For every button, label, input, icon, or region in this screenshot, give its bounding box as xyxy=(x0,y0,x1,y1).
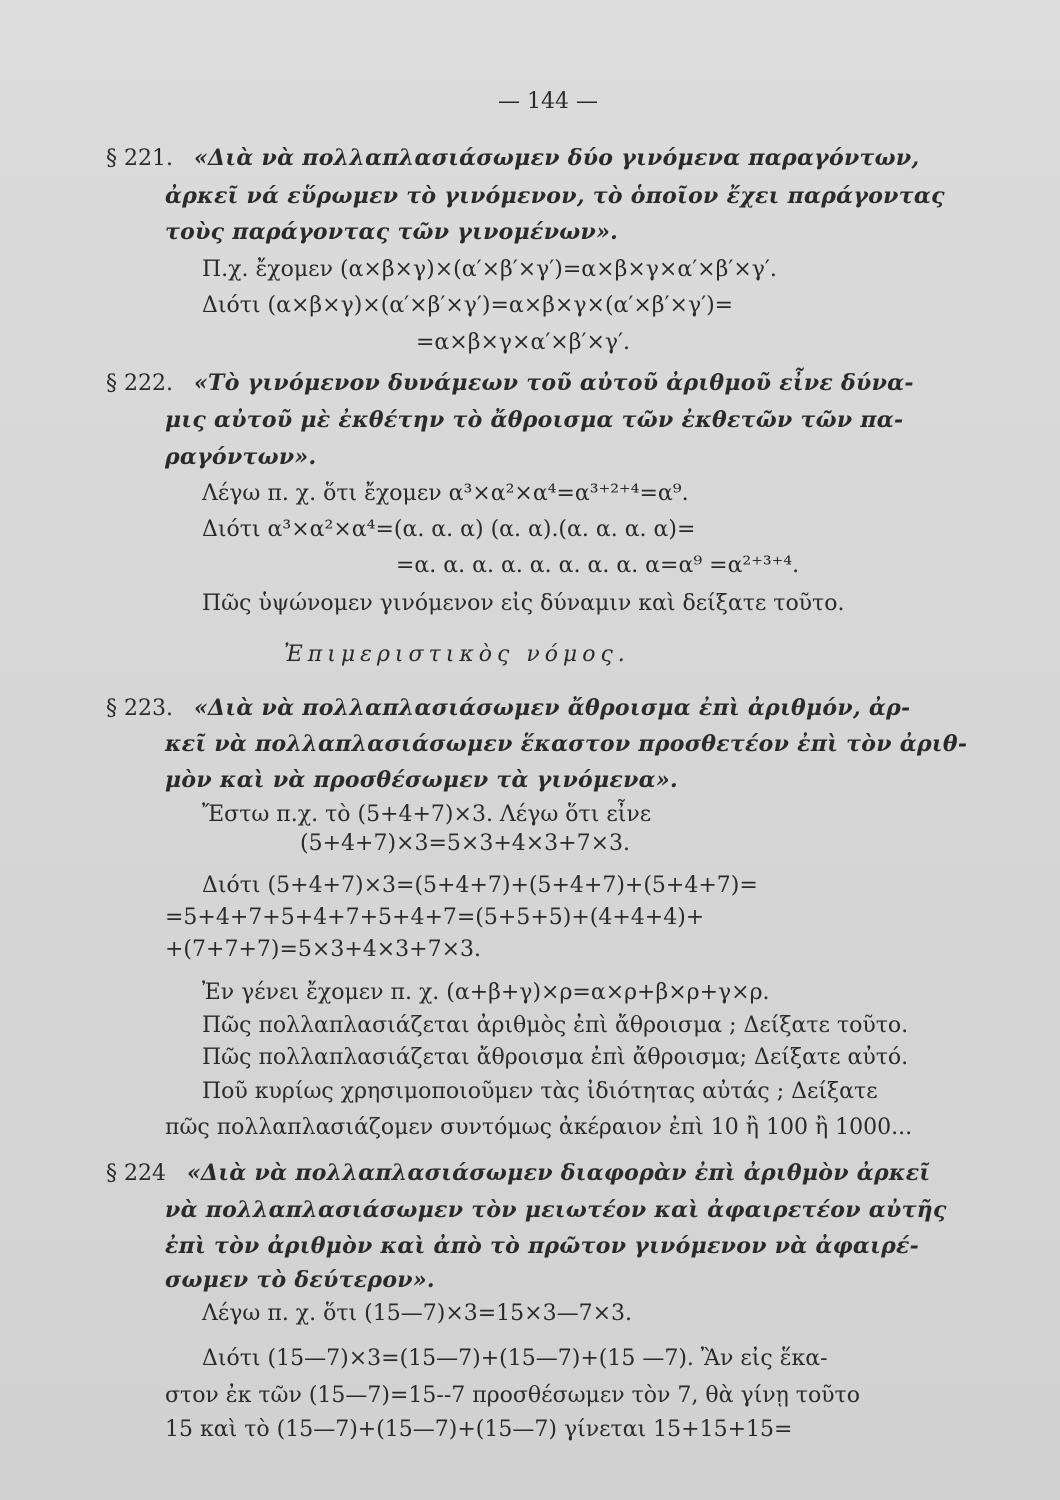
formula-line: =α. α. α. α. α. α. α. α. α=α⁹ =α²⁺³⁺⁴. xyxy=(396,553,800,578)
section-number-224: § 224 xyxy=(106,1161,166,1186)
formula-line: Διότι (5+4+7)×3=(5+4+7)+(5+4+7)+(5+4+7)= xyxy=(202,873,758,898)
line-text: «Τὸ γινόμενον δυνάμεων τοῦ αὐτοῦ ἀριθμοῦ εἶνε δύνα- xyxy=(193,370,914,396)
paragraph-223-line-3: μὸν καὶ νὰ προσθέσωμεν τὰ γινόμενα». xyxy=(165,767,678,793)
paragraph-222-line-3: ραγόντων». xyxy=(165,444,317,470)
formula-line: +(7+7+7)=5×3+4×3+7×3. xyxy=(165,937,482,962)
section-heading: Ἐπιμεριστικὸς νόμος. xyxy=(284,642,630,667)
formula-line: =5+4+7+5+4+7+5+4+7=(5+5+5)+(4+4+4)+ xyxy=(165,905,705,930)
formula-line: Διότι α³×α²×α⁴=(α. α. α) (α. α).(α. α. α. α)= xyxy=(202,517,696,542)
formula-line: Ἐν γένει ἔχομεν π. χ. (α+β+γ)×ρ=α×ρ+β×ρ+γ×ρ. xyxy=(202,980,770,1005)
paragraph-221-line-1 xyxy=(106,144,919,173)
paragraph-224-line-4: σωμεν τὸ δεύτερον». xyxy=(165,1267,435,1293)
paragraph-221-line-3: τοὺς παράγοντας τῶν γινομένων». xyxy=(165,219,619,245)
paragraph-222-line-1 xyxy=(106,369,914,398)
formula-line: =α×β×γ×α′×β′×γ′. xyxy=(416,330,631,355)
section-number-223: § 223. xyxy=(106,696,173,721)
question-line: Ποῦ κυρίως χρησιμοποιοῦμεν τὰς ἰδιότητας αὐτάς ; Δείξατε xyxy=(202,1079,878,1104)
question-line: Πῶς ὑψώνομεν γινόμενον εἰς δύναμιν καὶ δείξατε τοῦτο. xyxy=(202,591,845,616)
line-text: «Διὰ νὰ πολλαπλασιάσωμεν δύο γινόμενα παραγόντων, xyxy=(193,145,920,171)
text-line: Ἔστω π.χ. τὸ (5+4+7)×3. Λέγω ὅτι εἶνε xyxy=(202,802,652,827)
paragraph-223-line-2: κεῖ νὰ πολλαπλασιάσωμεν ἕκαστον προσθετέον ἐπὶ τὸν ἀριθ- xyxy=(165,731,968,757)
text-line: 15 καὶ τὸ (15—7)+(15—7)+(15—7) γίνεται 15+15+15= xyxy=(165,1417,793,1442)
paragraph-224-line-3: ἐπὶ τὸν ἀριθμὸν καὶ ἀπὸ τὸ πρῶτον γινόμενον νὰ ἀφαιρέ- xyxy=(165,1233,920,1259)
paragraph-222-line-2: μις αὐτοῦ μὲ ἐκθέτην τὸ ἄθροισμα τῶν ἐκθετῶν τῶν πα- xyxy=(165,407,904,433)
formula-line: Π.χ. ἔχομεν (α×β×γ)×(α′×β′×γ′)=α×β×γ×α′×β′×γ′. xyxy=(202,257,777,282)
formula-line: (5+4+7)×3=5×3+4×3+7×3. xyxy=(300,831,631,856)
question-line: Πῶς πολλαπλασιάζεται ἀριθμὸς ἐπὶ ἄθροισμα ; Δείξατε τοῦτο. xyxy=(202,1013,909,1038)
question-line: Πῶς πολλαπλασιάζεται ἄθροισμα ἐπὶ ἄθροισμα; Δείξατε αὐτό. xyxy=(202,1045,909,1070)
formula-line: Διότι (α×β×γ)×(α′×β′×γ′)=α×β×γ×(α′×β′×γ′)= xyxy=(202,293,734,318)
paragraph-223-line-1 xyxy=(106,694,910,723)
line-text: «Διὰ νὰ πολλαπλασιάσωμεν διαφορὰν ἐπὶ ἀριθμὸν ἀρκεῖ xyxy=(186,1160,931,1186)
paragraph-224-line-1 xyxy=(106,1159,930,1188)
text-line: στον ἐκ τῶν (15—7)=15--7 προσθέσωμεν τὸν 7, θὰ γίνῃ τοῦτο xyxy=(165,1383,860,1408)
paragraph-221-line-2: ἀρκεῖ νά εὕρωμεν τὸ γινόμενον, τὸ ὁποῖον ἔχει παράγοντας xyxy=(165,183,945,209)
paragraph-224-line-2: νὰ πολλαπλασιάσωμεν τὸν μειωτέον καὶ ἀφαιρετέον αὐτῆς xyxy=(165,1197,947,1223)
line-text: «Διὰ νὰ πολλαπλασιάσωμεν ἄθροισμα ἐπὶ ἀριθμόν, ἀρ- xyxy=(193,695,911,721)
section-number-222: § 222. xyxy=(106,371,173,396)
text-line: Διότι (15—7)×3=(15—7)+(15—7)+(15 —7). Ἂν εἰς ἕκα- xyxy=(202,1346,828,1371)
page-number: — 144 — xyxy=(498,89,598,114)
formula-line: Λέγω π. χ. ὅτι ἔχομεν α³×α²×α⁴=α³⁺²⁺⁴=α⁹. xyxy=(202,481,689,506)
section-number-221: § 221. xyxy=(106,146,173,171)
question-line: πῶς πολλαπλασιάζομεν συντόμως ἀκέραιον ἐπὶ 10 ἢ 100 ἢ 1000... xyxy=(165,1115,913,1140)
formula-line: Λέγω π. χ. ὅτι (15—7)×3=15×3—7×3. xyxy=(202,1301,633,1326)
